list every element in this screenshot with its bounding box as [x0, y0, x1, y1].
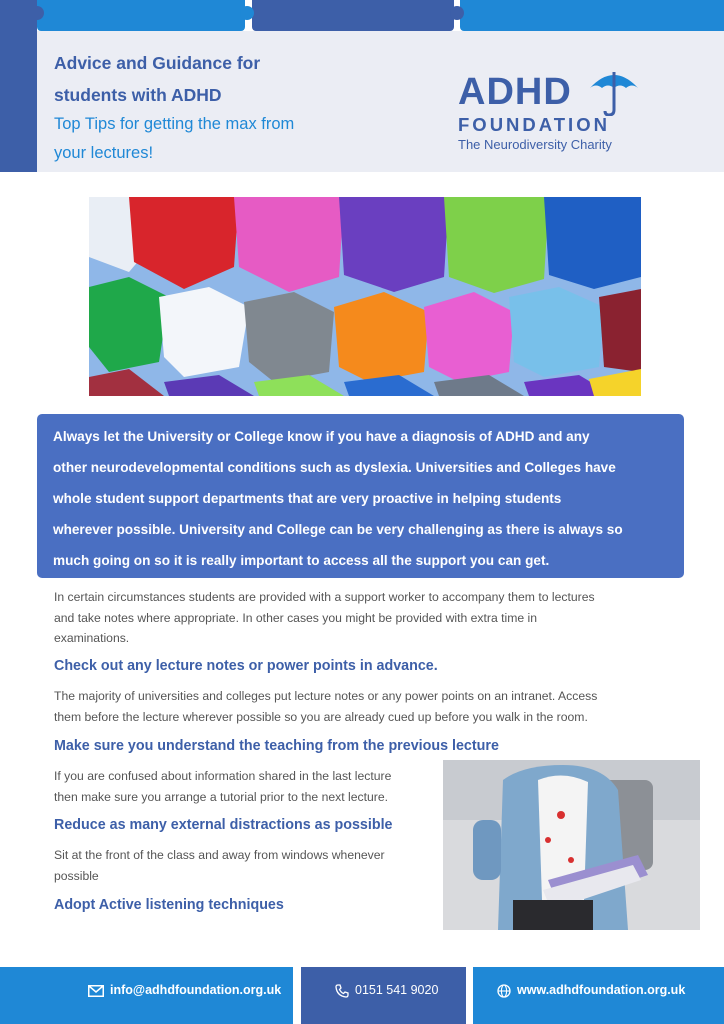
section-paragraph: [54, 766, 439, 807]
logo-wordmark: ADHD: [458, 71, 572, 113]
page-title: [54, 47, 384, 111]
title-line: Advice and Guidance for: [54, 53, 261, 73]
text-line: Sit at the front of the class and away from windows whenever: [54, 848, 385, 862]
footer-phone[interactable]: [335, 982, 438, 998]
info-line: much going on so it is really important to access all the support you can get.: [53, 553, 550, 568]
info-line: whole student support departments that are very proactive in helping students: [53, 491, 562, 506]
info-line: wherever possible. University and College can be very challenging as there is always so: [53, 522, 623, 537]
text-line: them before the lecture wherever possible so you are already cued up before you walk in the room.: [54, 709, 588, 724]
section-heading: Make sure you understand the teaching from the previous lecture: [54, 738, 499, 754]
page-subtitle: [54, 110, 384, 168]
footer-website[interactable]: [497, 982, 685, 998]
website-text: www.adhdfoundation.org.uk: [517, 983, 686, 997]
puzzle-knob: [450, 6, 464, 20]
section-heading: Adopt Active listening techniques: [54, 897, 284, 913]
top-bar-segment-1: [37, 0, 245, 31]
section-paragraph: [54, 845, 439, 886]
logo-foundation: FOUNDATION: [458, 114, 610, 135]
text-line: The majority of universities and colleges put lecture notes or any power points on an intranet. Access: [54, 689, 598, 703]
subtitle-line: your lectures!: [54, 144, 154, 162]
umbrella-logo-icon: [588, 66, 640, 116]
header-side-bar: [0, 0, 37, 172]
section-heading: Reduce as many external distractions as possible: [54, 817, 393, 833]
text-line: then make sure you arrange a tutorial prior to the next lecture.: [54, 789, 388, 804]
section-paragraph: [54, 686, 674, 727]
umbrellas-photo: [89, 197, 641, 396]
logo-tagline: The Neurodiversity Charity: [458, 137, 612, 152]
info-line: Always let the University or College know if you have a diagnosis of ADHD and any: [53, 429, 590, 444]
text-line: In certain circumstances students are provided with a support worker to accompany them to lectures: [54, 590, 595, 604]
text-line: possible: [54, 868, 99, 883]
footer-website-block: [473, 967, 724, 1024]
intro-paragraph: [54, 587, 674, 649]
info-box: [37, 414, 684, 578]
section-heading: Check out any lecture notes or power points in advance.: [54, 658, 438, 674]
subtitle-line: Top Tips for getting the max from: [54, 115, 295, 133]
footer-email-block: [0, 967, 293, 1024]
phone-icon: [335, 984, 349, 998]
globe-icon: [497, 984, 511, 998]
info-line: other neurodevelopmental conditions such as dyslexia. Universities and Colleges have: [53, 460, 616, 475]
email-text: info@adhdfoundation.org.uk: [110, 983, 282, 997]
mail-icon: [88, 985, 104, 997]
footer-email[interactable]: [88, 982, 281, 998]
text-line: If you are confused about information shared in the last lecture: [54, 769, 392, 783]
text-line: and take notes where appropriate. In other cases you might be provided with extra time in: [54, 610, 538, 625]
text-line: examinations.: [54, 631, 130, 645]
title-line: students with ADHD: [54, 85, 222, 105]
phone-text: 0151 541 9020: [355, 983, 439, 997]
top-bar-segment-2: [252, 0, 454, 31]
puzzle-knob: [240, 6, 254, 20]
footer-phone-block: [301, 967, 466, 1024]
student-photo: [443, 760, 700, 930]
top-bar-segment-3: [460, 0, 724, 31]
